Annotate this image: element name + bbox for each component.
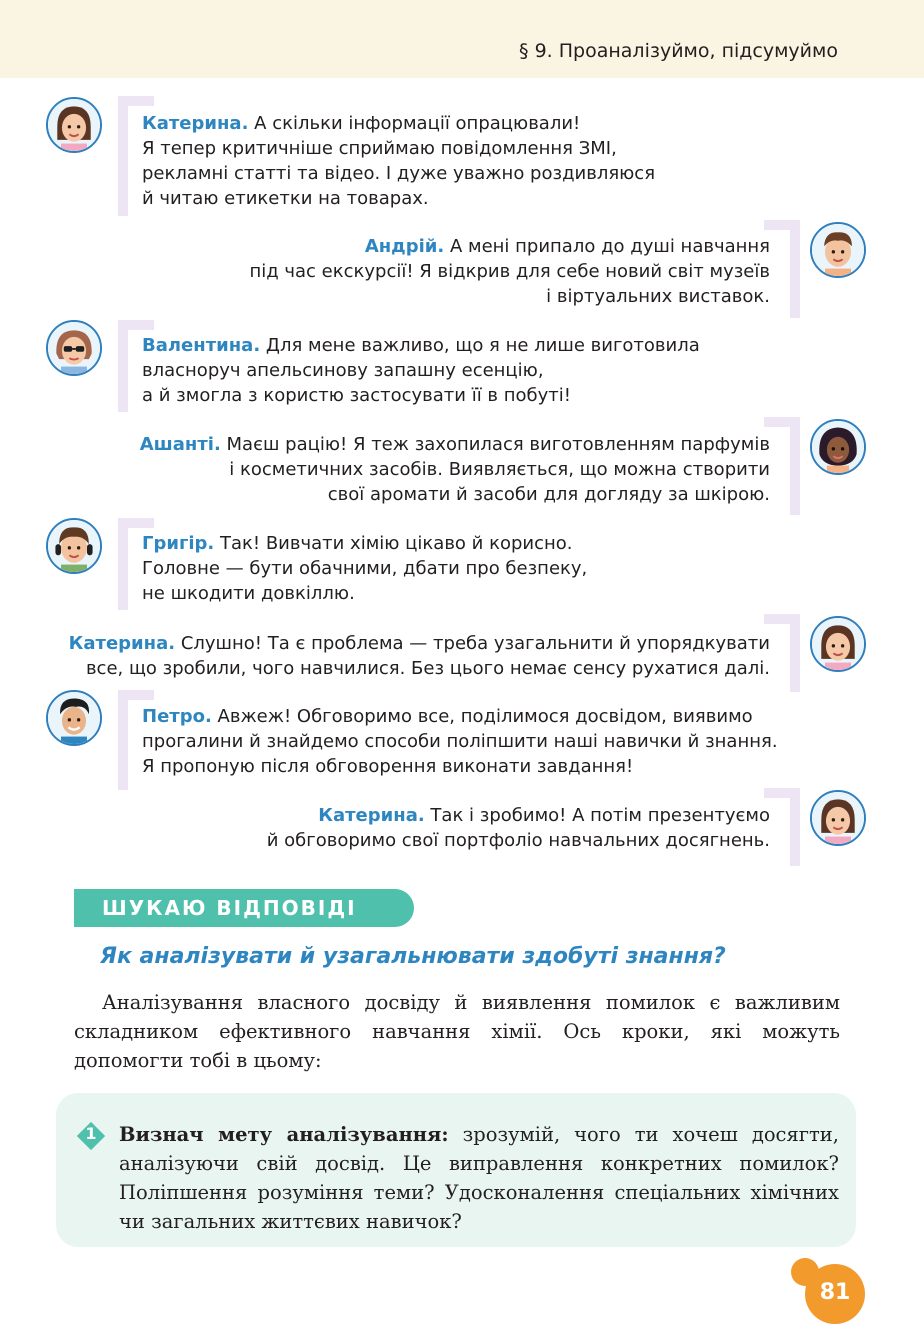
speech-bracket xyxy=(790,788,800,866)
dialogue-kateryna-2 xyxy=(60,631,770,681)
step-text xyxy=(119,1120,839,1236)
dialogue-line: рекламні статті та відео. І дуже уважно роздивляюся xyxy=(142,163,656,184)
dialogue-line: Я пропоную після обговорення виконати завдання! xyxy=(142,756,634,777)
speaker-name: Катерина. xyxy=(142,113,249,134)
dialogue-line: Маєш рацію! Я теж захопилася виготовленням парфумів xyxy=(226,434,770,455)
speech-bracket xyxy=(118,690,128,790)
ashanti-avatar-icon xyxy=(810,419,866,475)
dialogue-line: Так! Вивчати хімію цікаво й корисно. xyxy=(220,533,573,554)
dialogue-line: Я тепер критичніше сприймаю повідомлення ЗМІ, xyxy=(142,138,617,159)
page-number-badge xyxy=(805,1258,865,1324)
kateryna-avatar-icon xyxy=(810,616,866,672)
dialogue-line: свої аромати й засоби для догляду за шкірою. xyxy=(327,484,770,505)
speaker-name: Валентина. xyxy=(142,335,261,356)
dialogue-line: й обговоримо свої портфоліо навчальних досягнень. xyxy=(266,830,770,851)
section-tag xyxy=(74,889,414,927)
section-question: Як аналізувати й узагальнювати здобуті знання? xyxy=(100,944,726,969)
dialogue-ashanti xyxy=(100,432,770,507)
dialogue-kateryna-1 xyxy=(142,111,782,211)
dialogue-line: не шкодити довкіллю. xyxy=(142,583,355,604)
dialogue-line: власноруч апельсинову запашну есенцію, xyxy=(142,360,544,381)
hryhir-avatar-icon xyxy=(46,518,102,574)
dialogue-line: А скільки інформації опрацювали! xyxy=(254,113,581,134)
dialogue-line: і віртуальних виставок. xyxy=(546,286,770,307)
valentyna-avatar-icon xyxy=(46,320,102,376)
speech-bracket xyxy=(118,96,128,216)
page-number: 81 xyxy=(819,1280,851,1305)
step-number: 1 xyxy=(85,1124,97,1143)
dialogue-kateryna-3 xyxy=(150,803,770,853)
speaker-name: Катерина. xyxy=(68,633,176,654)
dialogue-line: Головне — бути обачними, дбати про безпеку, xyxy=(142,558,588,579)
dialogue-line: Авжеж! Обговоримо все, поділимося досвідом, виявимо xyxy=(217,706,753,727)
intro-paragraph: Аналізування власного досвіду й виявлення помилок є важливим складником ефективного навчання хімії. Ось кроки, які можуть допомогти тобі в цьому: xyxy=(74,991,840,1072)
andrii-avatar-icon xyxy=(810,222,866,278)
dialogue-line: і косметичних засобів. Виявляється, що можна створити xyxy=(229,459,770,480)
dialogue-line: Для мене важливо, що я не лише виготовила xyxy=(265,335,700,356)
section-header: § 9. Проаналізуймо, підсумуймо xyxy=(519,40,838,62)
dialogue-line: а й змогла з користю застосувати її в побуті! xyxy=(142,385,571,406)
kateryna-avatar-icon xyxy=(46,97,102,153)
speaker-name: Ашанті. xyxy=(139,434,221,455)
dialogue-line: під час екскурсії! Я відкрив для себе новий світ музеїв xyxy=(249,261,770,282)
header-bar xyxy=(0,0,924,78)
speaker-name: Григір. xyxy=(142,533,215,554)
speech-bracket xyxy=(790,417,800,515)
speech-bracket xyxy=(118,320,128,412)
dialogue-line: прогалини й знайдемо способи поліпшити наші навички й знання. xyxy=(142,731,778,752)
dialogue-valentyna xyxy=(142,333,782,408)
step-description: зрозумій, чого ти хочеш досягти, аналізуючи свій досвід. Це виправлення конкретних помилок? Поліпшення розуміння теми? Удосконалення спеціальних хімічних чи загальних життєвих навичок? xyxy=(119,1123,839,1233)
step-number-marker xyxy=(78,1123,104,1149)
dialogue-line: Слушно! Та є проблема — треба узагальнити й упорядкувати xyxy=(180,633,770,654)
dialogue-line: й читаю етикетки на товарах. xyxy=(142,188,429,209)
speaker-name: Петро. xyxy=(142,706,212,727)
dialogue-petro xyxy=(142,704,792,779)
dialogue-andrii xyxy=(150,234,770,309)
kateryna-avatar-icon xyxy=(810,790,866,846)
dialogue-line: А мені припало до душі навчання xyxy=(449,236,770,257)
section-tag-label: ШУКАЮ ВІДПОВІДІ xyxy=(102,896,357,920)
speech-bracket xyxy=(790,614,800,692)
dialogue-hryhir xyxy=(142,531,782,606)
petro-avatar-icon xyxy=(46,690,102,746)
dialogue-line: Так і зробимо! А потім презентуємо xyxy=(430,805,770,826)
speech-bracket xyxy=(118,518,128,610)
step-title: Визнач мету аналізування: xyxy=(119,1123,449,1146)
dialogue-line: все, що зробили, чого навчилися. Без цього немає сенсу рухатися далі. xyxy=(85,658,770,679)
speaker-name: Андрій. xyxy=(364,236,445,257)
speech-bracket xyxy=(790,220,800,318)
speaker-name: Катерина. xyxy=(318,805,425,826)
